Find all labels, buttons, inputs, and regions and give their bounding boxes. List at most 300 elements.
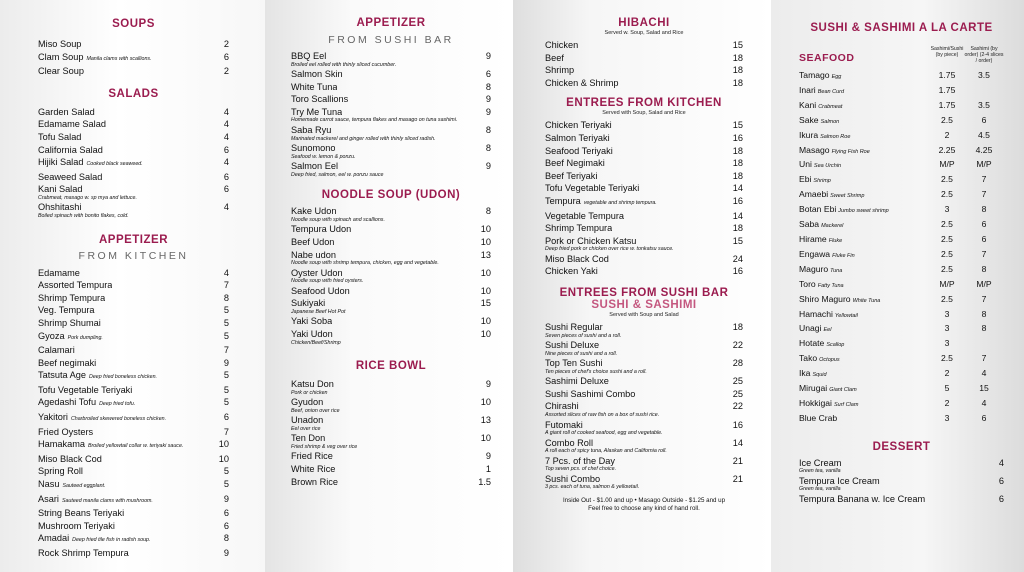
item-description: Noodle soup with fried oysters. — [291, 278, 364, 285]
item-description: Fluke — [828, 237, 843, 244]
item-name: Unagi — [799, 323, 822, 334]
item-name-wrap — [799, 158, 930, 173]
item-price: 10 — [480, 397, 491, 408]
item-price: 9 — [485, 161, 491, 172]
list-item — [38, 532, 229, 547]
item-name: Shiro Maguro — [799, 293, 851, 304]
price-by-piece: 2.5 — [941, 233, 953, 244]
item-name: Gyudon — [291, 397, 324, 408]
item-name-wrap — [38, 292, 105, 305]
dessert-list — [799, 457, 1004, 506]
item-name: Ten Don — [291, 433, 326, 444]
item-name: Unadon — [291, 415, 324, 426]
item-price: 16 — [732, 195, 743, 206]
item-name: Mirugai — [799, 383, 828, 394]
item-name: Amadai — [38, 533, 70, 544]
item-description: Deep fried boneless chicken. — [89, 374, 158, 381]
price-by-order: M/P — [976, 159, 992, 170]
item-name: BBQ Eel — [291, 51, 327, 61]
item-description: Noodle soup with spinach and scallions. — [291, 216, 385, 223]
price-by-order: 8 — [981, 308, 987, 319]
item-description: Mackerel — [821, 223, 844, 230]
item-name-wrap — [545, 210, 624, 223]
item-description: Marinated mackerel and ginger rolled with thinly sliced radish. — [291, 135, 436, 142]
item-price: 13 — [480, 249, 491, 260]
item-name: Sushi Combo — [545, 473, 601, 484]
item-description: Salmon — [820, 118, 840, 125]
item-name: Try Me Tuna — [291, 106, 343, 117]
list-item — [545, 39, 743, 52]
item-description: vegetable and shrimp tempura. — [583, 199, 657, 206]
item-name-wrap — [545, 157, 605, 170]
item-name: Yaki Soba — [291, 316, 333, 327]
item-description: Surf Clam — [833, 401, 859, 408]
item-name: Yaki Udon — [291, 329, 333, 339]
item-price: 15 — [732, 40, 743, 50]
item-name-wrap — [38, 493, 153, 508]
item-name: Chicken Teriyaki — [545, 120, 612, 131]
price-by-piece: 3 — [944, 412, 950, 423]
item-description: Crabmeat — [818, 103, 843, 110]
item-description: 3 pcs. each of tuna, salmon & yellowtail. — [545, 484, 640, 491]
list-item: Edamame Salad 4 — [38, 119, 229, 130]
list-item — [545, 195, 743, 210]
menu-panel-center-left — [265, 0, 513, 572]
item-name: Rock Shrimp Tempura — [38, 548, 129, 558]
list-item — [38, 292, 229, 305]
item-price: 6 — [998, 493, 1004, 504]
item-name-wrap — [38, 344, 75, 357]
item-name-wrap — [38, 357, 96, 370]
price-by-order: 3.5 — [978, 99, 990, 110]
soups-list — [38, 38, 229, 78]
item-name-wrap — [38, 426, 93, 439]
item-price: 18 — [732, 65, 743, 76]
entrees-kitchen-note: Served with Soup, Salad and Rice — [602, 110, 686, 117]
item-name: Beef Negimaki — [545, 158, 605, 169]
price-by-order: 7 — [981, 353, 987, 364]
list-item — [38, 304, 229, 317]
list-item — [38, 384, 229, 397]
list-item — [799, 382, 1004, 397]
item-price: 15 — [480, 298, 491, 309]
item-name: Agedashi Tofu — [38, 397, 97, 408]
item-price: 16 — [732, 419, 743, 430]
list-item — [799, 99, 1004, 114]
list-item — [38, 317, 229, 330]
item-name-wrap — [799, 84, 930, 99]
item-name: Nasu — [38, 479, 60, 490]
list-item — [799, 114, 1004, 129]
list-item — [38, 478, 229, 493]
item-description: Scallop — [826, 342, 845, 349]
price-by-order: 8 — [981, 204, 987, 215]
item-name: Maguro — [799, 263, 829, 274]
list-item: Seaweed Salad 6 — [38, 171, 229, 182]
item-price: 8 — [485, 143, 491, 154]
item-description: Top seven pcs. of chef choice. — [545, 466, 617, 473]
item-name-wrap — [38, 304, 95, 317]
item-name: Blue Crab — [799, 412, 838, 423]
item-name-wrap — [38, 384, 132, 397]
item-price: 5 — [223, 397, 229, 408]
list-item — [799, 493, 1004, 506]
item-name: Miso Black Cod — [38, 453, 102, 464]
price-by-piece: 2 — [944, 397, 950, 408]
salads-heading: SALADS — [108, 87, 159, 100]
item-price: 9 — [485, 379, 491, 390]
seafood-heading: SEAFOOD — [799, 52, 855, 64]
item-price: 25 — [732, 376, 743, 387]
item-description: Broiled eel rolled with thinly sliced cucumber. — [291, 61, 397, 68]
item-price: 22 — [732, 401, 743, 412]
item-name-wrap — [38, 411, 166, 426]
item-name: Sashimi Deluxe — [545, 376, 609, 387]
list-item — [38, 547, 229, 560]
item-price: 18 — [732, 223, 743, 234]
item-name-wrap — [799, 263, 930, 278]
appetizer-kitchen-subheading: FROM KITCHEN — [78, 249, 189, 262]
item-price: 18 — [732, 52, 743, 63]
price-by-piece: M/P — [939, 278, 955, 289]
item-description: Sweet Shrimp — [830, 193, 865, 200]
price-by-piece: 2.5 — [941, 189, 953, 200]
item-name: Beef negimaki — [38, 357, 97, 368]
list-item — [291, 236, 491, 249]
item-name-wrap — [799, 322, 930, 337]
item-name-wrap — [545, 253, 609, 266]
item-description: Seven pieces of sushi and a roll. — [545, 332, 622, 339]
item-name-wrap — [799, 367, 930, 382]
item-description: Deep fried, salmon, eel w. ponzu sauce — [291, 171, 384, 178]
list-item — [38, 369, 229, 384]
item-price: 9 — [485, 451, 491, 462]
item-price: 18 — [732, 158, 743, 169]
list-item: Ohshitashi 4 — [38, 202, 229, 213]
list-item — [799, 263, 1004, 278]
item-name: Shrimp Shumai — [38, 317, 101, 328]
item-description: Flying Fish Roe — [831, 148, 870, 155]
list-item — [38, 330, 229, 345]
item-name-wrap — [545, 222, 612, 235]
item-name: Tamago — [799, 70, 830, 80]
item-price: 21 — [732, 473, 743, 484]
hibachi-note: Served w. Soup, Salad and Rice — [604, 30, 684, 36]
item-name-wrap — [545, 132, 610, 145]
list-item — [545, 222, 743, 235]
item-name-wrap — [38, 453, 102, 466]
item-price: 6 — [223, 412, 229, 423]
item-description: White Tuna — [852, 297, 881, 304]
item-price: 18 — [732, 145, 743, 156]
list-item — [799, 203, 1004, 218]
price-by-order: 4 — [981, 397, 987, 408]
list-item — [799, 352, 1004, 367]
item-price: 28 — [732, 358, 743, 369]
item-description: A giant roll of cooked seafood, egg and vegetable. — [545, 430, 663, 437]
list-item — [799, 218, 1004, 233]
menu-panel-right — [771, 0, 1024, 572]
item-description: Tuna — [830, 267, 843, 274]
item-price: 10 — [480, 316, 491, 327]
list-item — [799, 278, 1004, 293]
item-price: 5 — [223, 317, 229, 328]
price-by-piece: 3 — [944, 204, 950, 215]
item-price: 10 — [480, 267, 491, 278]
item-name: Katsu Don — [291, 379, 334, 390]
list-item — [291, 463, 491, 476]
item-description: Sauteed manila clams with mushroom. — [61, 497, 153, 504]
item-name: Sushi Sashimi Combo — [545, 388, 636, 399]
item-name: Tempura Udon — [291, 224, 352, 235]
item-price: 9 — [223, 357, 229, 368]
item-name-wrap — [799, 278, 930, 293]
item-name: Salmon Eel — [291, 161, 338, 172]
item-description: Sea Urchin — [813, 163, 842, 170]
item-description: Boiled spinach with bonito flakes, cold. — [38, 213, 129, 220]
list-item — [38, 453, 229, 466]
item-name: White Rice — [291, 464, 336, 475]
price-by-order: 6 — [981, 114, 987, 125]
list-item — [799, 144, 1004, 159]
item-name: Uni — [799, 159, 812, 170]
list-item — [799, 412, 1004, 425]
item-name: Calamari — [38, 345, 75, 356]
list-item — [291, 81, 491, 94]
item-name: White Tuna — [291, 81, 338, 92]
list-item: Clear Soup 2 — [38, 66, 229, 77]
item-price: 5 — [223, 305, 229, 316]
list-item — [38, 465, 229, 478]
item-name: Saba — [799, 219, 820, 230]
item-description: A roll each of spicy tuna, Alaskan and California roll. — [545, 448, 667, 455]
price-by-piece: M/P — [939, 159, 955, 170]
item-name: Tofu Vegetable Teriyaki — [38, 384, 133, 395]
item-price: 8 — [485, 206, 491, 217]
item-description: Homemade carrot sauce, tempura flakes and masago on tuna sashimi. — [291, 117, 458, 124]
item-name-wrap — [799, 293, 930, 308]
item-name: Tempura Ice Cream — [799, 475, 880, 486]
price-by-piece: 2.5 — [941, 353, 953, 364]
item-price: 1.5 — [478, 476, 491, 487]
list-item — [799, 397, 1004, 412]
item-description: Sauteed eggplant. — [62, 483, 106, 490]
item-name: Sake — [799, 114, 819, 125]
footnote-line: Inside Out - $1.00 and up • Masago Outside - $1.25 and up — [562, 496, 726, 504]
list-item: Garden Salad 4 — [38, 106, 229, 117]
item-name: Tatsuta Age — [38, 370, 87, 381]
price-by-order: 7 — [981, 293, 987, 304]
item-price: 6 — [223, 520, 229, 531]
item-name: Tempura Banana w. Ice Cream — [799, 493, 926, 504]
list-item — [291, 315, 491, 328]
item-description: Deep fried tofu. — [99, 401, 136, 408]
item-name: Pork or Chicken Katsu — [545, 235, 637, 246]
item-name: Inari — [799, 84, 816, 95]
item-name: Chicken & Shrimp — [545, 77, 619, 88]
item-price: 6 — [998, 475, 1004, 486]
item-name: Chirashi — [545, 401, 579, 412]
noodle-list — [291, 205, 491, 346]
item-name-wrap — [545, 119, 612, 132]
item-name: Oyster Udon — [291, 267, 343, 278]
list-item: Hijiki Salad Cooked black seaweed. 4 — [38, 157, 229, 168]
item-price: 16 — [732, 266, 743, 277]
item-description: Jumbo sweet shrimp — [838, 208, 889, 215]
item-price: 15 — [732, 235, 743, 246]
appetizer-kitchen-list — [38, 267, 229, 560]
item-name-wrap — [38, 465, 83, 478]
list-item — [38, 438, 229, 453]
item-name: Kake Udon — [291, 206, 337, 217]
list-item — [799, 367, 1004, 382]
item-name: Fried Rice — [291, 451, 333, 462]
item-price: 18 — [732, 322, 743, 332]
appetizer-sushi-heading: APPETIZER — [356, 17, 426, 29]
item-name: Brown Rice — [291, 476, 338, 487]
item-name: Beef Udon — [291, 236, 335, 247]
item-price: 10 — [218, 439, 229, 450]
price-by-piece: 2.5 — [941, 248, 953, 259]
item-name: Gyoza — [38, 330, 65, 341]
item-price: 5 — [223, 384, 229, 395]
dessert-heading: DESSERT — [872, 440, 931, 453]
item-price: 10 — [480, 285, 491, 296]
item-name: Masago — [799, 144, 830, 155]
item-description: Assorted slices of raw fish on a box of sushi rice. — [545, 412, 660, 419]
item-description: Octopus — [819, 357, 840, 364]
item-price: 10 — [480, 433, 491, 444]
item-description: Salmon Roe — [820, 133, 851, 140]
list-item — [799, 173, 1004, 188]
item-name-wrap — [38, 520, 115, 533]
item-name-wrap — [799, 69, 930, 84]
item-name: Sushi Deluxe — [545, 340, 600, 351]
price-by-piece: 3 — [944, 338, 950, 349]
rice-bowl-heading: RICE BOWL — [355, 360, 427, 373]
salads-list — [38, 106, 229, 220]
list-item — [799, 233, 1004, 248]
item-description: Eel — [823, 327, 832, 334]
item-name: Assorted Tempura — [38, 280, 113, 291]
price-by-order: 6 — [981, 219, 987, 230]
item-name: Sukiyaki — [291, 298, 326, 309]
list-item — [545, 132, 743, 145]
item-price: 25 — [732, 388, 743, 399]
price-by-order: 7 — [981, 174, 987, 185]
item-price: 6 — [485, 69, 491, 80]
item-name: Chicken Yaki — [545, 266, 598, 277]
price-by-piece: 1.75 — [938, 99, 956, 110]
item-name: Engawa — [799, 248, 831, 259]
item-name: Tofu Vegetable Teriyaki — [545, 183, 640, 194]
price-by-order: 7 — [981, 248, 987, 259]
item-name-wrap — [799, 308, 930, 323]
item-name: Salmon Skin — [291, 69, 343, 80]
item-name: Salmon Teriyaki — [545, 132, 610, 143]
item-name: Fried Oysters — [38, 426, 94, 437]
item-name: Toro — [799, 278, 816, 289]
item-price: 9 — [223, 493, 229, 504]
item-name: Miso Black Cod — [545, 253, 609, 264]
item-description: Fatty Tuna — [817, 282, 844, 289]
item-name-wrap — [38, 396, 135, 411]
price-by-order: 4 — [981, 368, 987, 379]
hibachi-list — [545, 39, 743, 89]
list-item — [38, 344, 229, 357]
price-by-order: 6 — [981, 233, 987, 244]
item-name-wrap — [38, 267, 80, 280]
list-item — [799, 158, 1004, 173]
item-price: 8 — [223, 533, 229, 544]
item-price: 8 — [223, 292, 229, 303]
list-item — [291, 285, 491, 298]
item-description: Deep fried tile fish in radish soup. — [72, 537, 151, 544]
item-name: Amaebi — [799, 189, 829, 200]
item-name: Hirame — [799, 233, 827, 244]
item-name: Edamame — [38, 267, 80, 278]
item-description: Eel over rice — [291, 425, 321, 432]
item-price: 9 — [223, 548, 229, 558]
item-price: 7 — [223, 426, 229, 437]
item-price: 10 — [218, 453, 229, 464]
item-description: Crabmeat, masago w. sp mya and lettuce. — [38, 194, 137, 201]
item-name-wrap — [545, 170, 597, 183]
item-description: Bean Curd — [817, 88, 845, 95]
item-price: 9 — [485, 106, 491, 117]
item-name-wrap — [799, 412, 930, 425]
price-by-piece: 2.25 — [938, 144, 956, 155]
item-name-wrap — [799, 352, 930, 367]
price-by-piece: 2 — [944, 368, 950, 379]
item-name-wrap — [38, 478, 105, 493]
price-by-order: M/P — [976, 278, 992, 289]
list-item — [545, 170, 743, 183]
item-name: String Beans Teriyaki — [38, 508, 125, 519]
item-price: 21 — [732, 455, 743, 466]
item-name-wrap — [799, 382, 930, 397]
list-item — [291, 223, 491, 236]
item-name: Sushi Regular — [545, 322, 603, 332]
entrees-sushi-heading: ENTREES FROM SUSHI BAR — [559, 287, 729, 299]
item-description: Nine pieces of sushi and a roll. — [545, 350, 618, 357]
item-name-wrap — [545, 145, 613, 158]
item-name-wrap — [545, 195, 657, 210]
price-by-order: 8 — [981, 263, 987, 274]
price-by-order: 7 — [981, 189, 987, 200]
item-price: 16 — [732, 132, 743, 143]
item-price: 4 — [223, 267, 229, 278]
hand-roll-footnote — [545, 497, 743, 514]
a-la-carte-header-row — [799, 46, 1004, 64]
menu-panel-left — [0, 0, 265, 572]
item-name-wrap — [38, 438, 183, 453]
item-price: 10 — [480, 224, 491, 235]
item-price: 14 — [732, 437, 743, 448]
item-description: Fluke Fin — [832, 252, 855, 259]
item-name: Ika — [799, 368, 811, 379]
item-name: Tako — [799, 353, 818, 364]
entrees-sushi-subheading: SUSHI & SASHIMI — [591, 299, 697, 311]
item-price: 7 — [223, 280, 229, 291]
item-price: 1 — [485, 464, 491, 475]
appetizer-kitchen-heading: APPETIZER — [98, 233, 169, 246]
item-price: 14 — [732, 210, 743, 221]
item-price: 18 — [732, 170, 743, 181]
price-by-order: 4.25 — [975, 144, 993, 155]
item-price: 22 — [732, 340, 743, 351]
list-item — [291, 450, 491, 463]
